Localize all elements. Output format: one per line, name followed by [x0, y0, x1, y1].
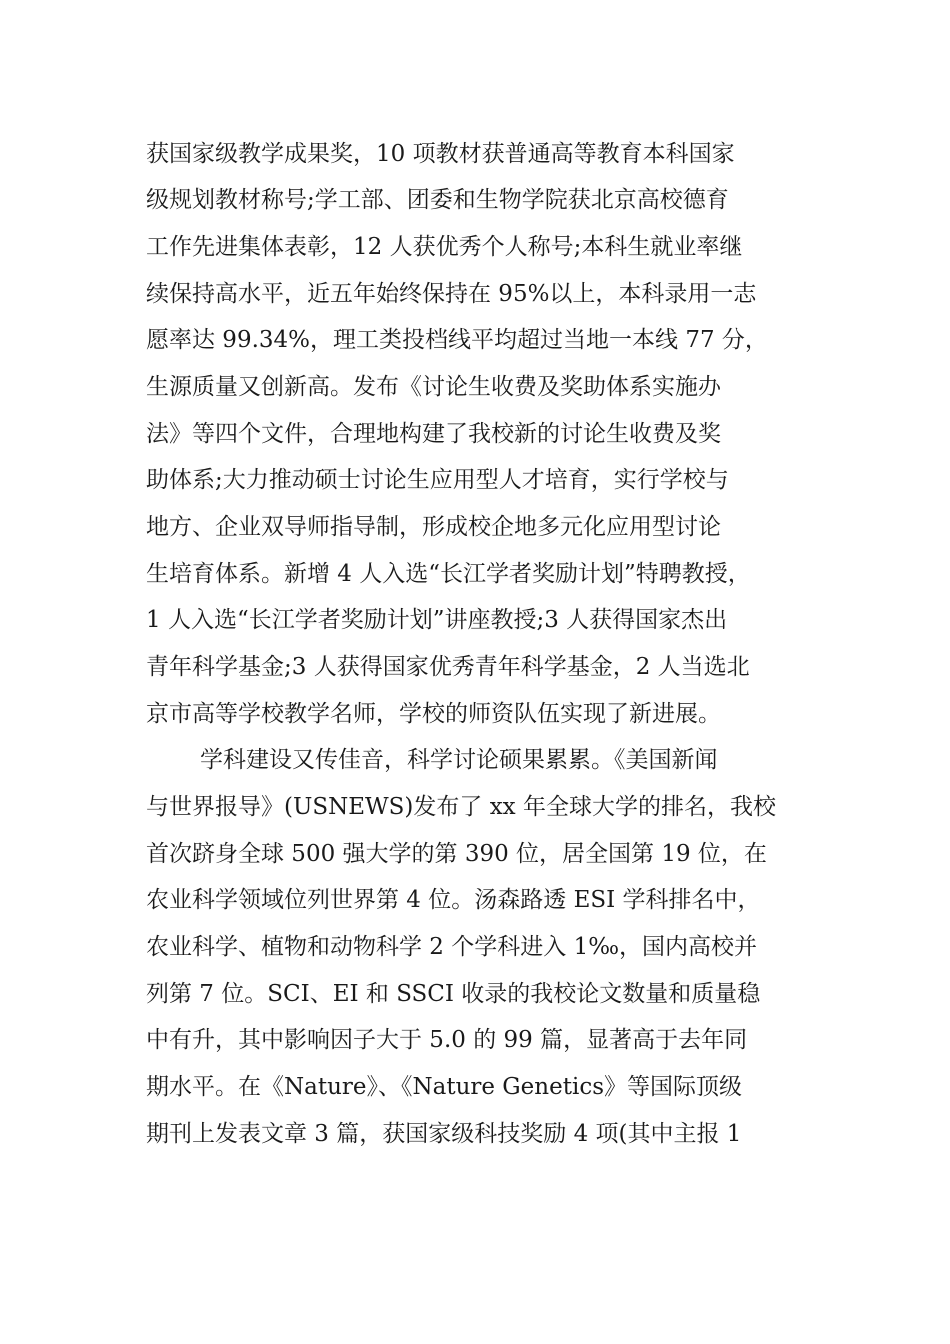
text-line: 生培育体系。新增 4 人入选“长江学者奖励计划”特聘教授， [146, 561, 751, 587]
text-line: 中有升，其中影响因子大于 5.0 的 99 篇，显著高于去年同 [146, 1027, 748, 1053]
text-line: 级规划教材称号;学工部、团委和生物学院获北京高校德育 [146, 187, 729, 213]
text-line: 农业科学、植物和动物科学 2 个学科进入 1‰，国内高校并 [146, 934, 758, 960]
text-line: 列第 7 位。SCI、EI 和 SSCI 收录的我校论文数量和质量稳 [146, 981, 761, 1007]
text-line: 获国家级教学成果奖，10 项教材获普通高等教育本科国家 [146, 141, 735, 167]
text-line: 助体系;大力推动硕士讨论生应用型人才培育，实行学校与 [146, 467, 729, 493]
text-line: 与世界报导》(USNEWS)发布了 xx 年全球大学的排名，我校 [146, 794, 776, 820]
text-line: 工作先进集体表彰，12 人获优秀个人称号;本科生就业率继 [146, 234, 743, 260]
text-line: 愿率达 99.34%，理工类投档线平均超过当地一本线 77 分， [146, 327, 768, 353]
text-line: 青年科学基金;3 人获得国家优秀青年科学基金，2 人当选北 [146, 654, 750, 680]
text-line: 生源质量又创新高。发布《讨论生收费及奖助体系实施办 [146, 374, 721, 400]
text-line: 续保持高水平，近五年始终保持在 95%以上，本科录用一志 [146, 281, 757, 307]
text-line: 学科建设又传佳音，科学讨论硕果累累。《美国新闻 [200, 747, 718, 773]
text-line: 首次跻身全球 500 强大学的第 390 位，居全国第 19 位，在 [146, 841, 767, 867]
text-line: 1 人入选“长江学者奖励计划”讲座教授;3 人获得国家杰出 [146, 607, 728, 633]
text-line: 期水平。在《Nature》、《Nature Genetics》等国际顶级 [146, 1074, 743, 1100]
text-line: 农业科学领域位列世界第 4 位。汤森路透 ESI 学科排名中， [146, 887, 761, 913]
text-line: 法》等四个文件，合理地构建了我校新的讨论生收费及奖 [146, 421, 721, 447]
text-line: 地方、企业双导师指导制，形成校企地多元化应用型讨论 [146, 514, 721, 540]
text-line: 京市高等学校教学名师，学校的师资队伍实现了新进展。 [146, 701, 721, 727]
text-line: 期刊上发表文章 3 篇，获国家级科技奖励 4 项(其中主报 1 [146, 1121, 742, 1147]
